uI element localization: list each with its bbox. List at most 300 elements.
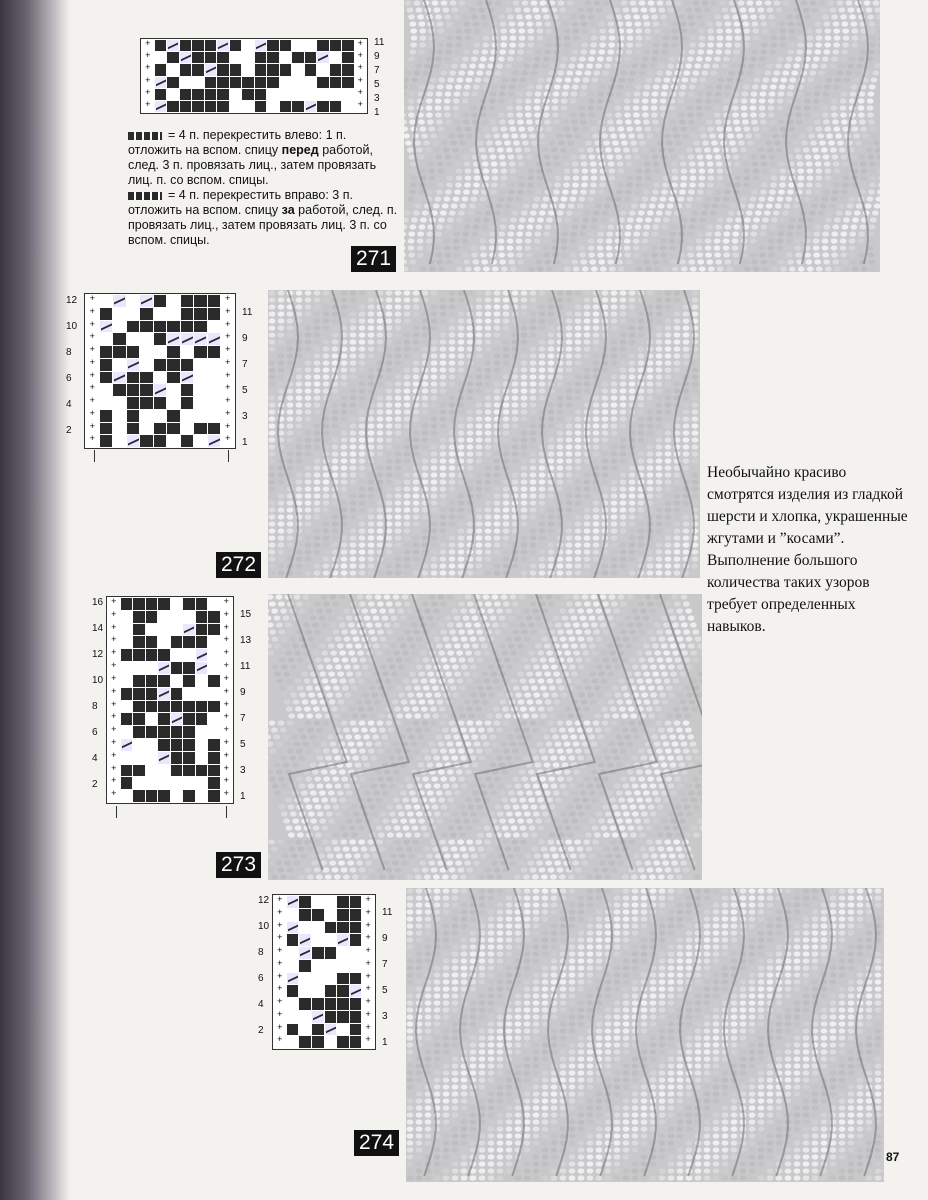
chart-cell [113, 397, 126, 409]
chart-cell [154, 346, 167, 358]
chart-cell [267, 101, 279, 112]
chart-cell [158, 636, 170, 648]
chart-272-row-numbers-right: 11 9 7 5 3 1 [242, 307, 253, 448]
chart-cell [280, 101, 292, 112]
chart-cell [299, 998, 311, 1010]
chart-cell [317, 89, 329, 100]
chart-cell [108, 790, 120, 802]
chart-cell [121, 598, 133, 610]
chart-cell [350, 1024, 362, 1036]
chart-cell [181, 295, 194, 307]
chart-cell [280, 89, 292, 100]
chart-cell [183, 636, 195, 648]
chart-cell [158, 662, 170, 674]
chart-cell [287, 960, 299, 972]
chart-cell [208, 662, 220, 674]
chart-cell [350, 934, 362, 946]
chart-cell [181, 372, 194, 384]
chart-cell [255, 77, 267, 88]
chart-cell [305, 89, 317, 100]
cross-right-symbol-icon [128, 192, 162, 200]
chart-cell [133, 598, 145, 610]
chart-cell [337, 1036, 349, 1048]
chart-cell [155, 52, 167, 63]
chart-cell [146, 726, 158, 738]
chart-cell [208, 435, 221, 447]
chart-cell [140, 359, 153, 371]
chart-cell [183, 624, 195, 636]
chart-cell [140, 321, 153, 333]
chart-cell [299, 947, 311, 959]
chart-cell [196, 790, 208, 802]
pattern-number-271: 271 [351, 246, 396, 272]
chart-cell [142, 101, 154, 112]
chart-cell [167, 321, 180, 333]
chart-cell [325, 973, 337, 985]
chart-cell [146, 598, 158, 610]
chart-cell [267, 64, 279, 75]
chart-cell [305, 40, 317, 51]
chart-cell [121, 713, 133, 725]
chart-cell [100, 435, 113, 447]
chart-cell [171, 739, 183, 751]
chart-cell [192, 101, 204, 112]
chart-cell [183, 662, 195, 674]
chart-cell [167, 346, 180, 358]
knit-texture [268, 594, 702, 880]
chart-cell [181, 321, 194, 333]
chart-cell [113, 372, 126, 384]
chart-cell [208, 713, 220, 725]
chart-cell [158, 611, 170, 623]
chart-cell [154, 397, 167, 409]
chart-cell [350, 973, 362, 985]
chart-cell [100, 333, 113, 345]
chart-cell [299, 1036, 311, 1048]
chart-cell [100, 295, 113, 307]
chart-cell [121, 790, 133, 802]
chart-cell [208, 726, 220, 738]
chart-cell [267, 52, 279, 63]
chart-cell [171, 611, 183, 623]
row-number: 7 [374, 65, 380, 76]
chart-cell [180, 64, 192, 75]
chart-cell [194, 410, 207, 422]
chart-cell [350, 947, 362, 959]
chart-cell [350, 896, 362, 908]
chart-cell [305, 52, 317, 63]
chart-cell [127, 308, 140, 320]
chart-cell [158, 765, 170, 777]
chart-cell [350, 985, 362, 997]
chart-cell [127, 397, 140, 409]
chart-273-repeat-arrow-right [226, 806, 227, 818]
chart-cell [158, 675, 170, 687]
chart-cell [121, 752, 133, 764]
chart-cell [146, 649, 158, 661]
chart-cell [167, 295, 180, 307]
chart-cell [330, 77, 342, 88]
chart-cell [194, 423, 207, 435]
chart-cell [183, 726, 195, 738]
chart-cell [208, 598, 220, 610]
chart-cell [181, 346, 194, 358]
chart-cell [100, 308, 113, 320]
chart-cell [196, 713, 208, 725]
chart-cell [208, 359, 221, 371]
chart-cell [292, 52, 304, 63]
chart-cell [155, 101, 167, 112]
chart-cell [127, 423, 140, 435]
chart-cell [133, 739, 145, 751]
chart-cell [127, 295, 140, 307]
chart-cell [192, 40, 204, 51]
chart-cell [181, 308, 194, 320]
chart-cell [208, 410, 221, 422]
chart-cell [325, 1024, 337, 1036]
knit-texture [406, 888, 884, 1182]
chart-cell [280, 40, 292, 51]
chart-cell [350, 998, 362, 1010]
chart-cell [100, 321, 113, 333]
chart-cell [342, 89, 354, 100]
chart-cell [208, 701, 220, 713]
chart-cell [208, 423, 221, 435]
chart-cell [133, 765, 145, 777]
chart-cell [325, 934, 337, 946]
chart-cell [158, 790, 170, 802]
chart-cell [230, 101, 242, 112]
chart-cell [337, 896, 349, 908]
chart-273-repeat-arrow-left [116, 806, 117, 818]
chart-cell [183, 777, 195, 789]
chart-cell [167, 89, 179, 100]
row-number: 3 [374, 93, 380, 104]
chart-cell [180, 52, 192, 63]
chart-cell [287, 1024, 299, 1036]
chart-cell [146, 662, 158, 674]
chart-cell [86, 435, 99, 447]
chart-cell [208, 624, 220, 636]
chart-cell [167, 397, 180, 409]
chart-cell [158, 649, 170, 661]
chart-cell [208, 295, 221, 307]
chart-cell [113, 333, 126, 345]
chart-cell [194, 397, 207, 409]
chart-cell [140, 410, 153, 422]
chart-cell [230, 89, 242, 100]
chart-271 [140, 38, 368, 114]
chart-cell [133, 777, 145, 789]
chart-cell [154, 359, 167, 371]
chart-cell [312, 909, 324, 921]
chart-cell [196, 752, 208, 764]
chart-273 [106, 596, 234, 804]
knit-swatch-271 [404, 0, 880, 272]
chart-cell [196, 777, 208, 789]
chart-cell [267, 77, 279, 88]
chart-cell [208, 765, 220, 777]
chart-cell [208, 752, 220, 764]
chart-cell [317, 64, 329, 75]
chart-cell [255, 64, 267, 75]
chart-cell [158, 701, 170, 713]
chart-cell [181, 423, 194, 435]
chart-271-row-numbers-right [374, 38, 394, 118]
chart-cell [205, 89, 217, 100]
chart-cell [312, 985, 324, 997]
chart-cell [287, 998, 299, 1010]
row-number: 11 [374, 37, 385, 48]
chart-cell [194, 321, 207, 333]
chart-cell [140, 346, 153, 358]
chart-cell [155, 40, 167, 51]
legend-cross-right: = 4 п. перекрестить вправо: 3 п. отложить на вспом. спицу за работой, след. п. провязать лиц., затем провязать лиц. 3 п. со вспом. спицы. [128, 188, 398, 247]
chart-cell [140, 384, 153, 396]
chart-cell [325, 1036, 337, 1048]
chart-cell [158, 777, 170, 789]
chart-cell [121, 777, 133, 789]
chart-cell [154, 321, 167, 333]
chart-cell [292, 101, 304, 112]
chart-cell [121, 726, 133, 738]
chart-cell [133, 790, 145, 802]
chart-cell [194, 384, 207, 396]
chart-cell [280, 52, 292, 63]
chart-cell [342, 52, 354, 63]
chart-cell [158, 598, 170, 610]
chart-cell [146, 752, 158, 764]
chart-cell [217, 89, 229, 100]
chart-cell [171, 636, 183, 648]
pattern-number-274: 274 [354, 1130, 399, 1156]
chart-cell [113, 308, 126, 320]
chart-cell [167, 308, 180, 320]
chart-cell [337, 1024, 349, 1036]
chart-cell [342, 40, 354, 51]
chart-cell [158, 624, 170, 636]
chart-cell [171, 777, 183, 789]
chart-cell [337, 909, 349, 921]
chart-cell [330, 89, 342, 100]
knit-texture [268, 290, 700, 578]
chart-cell [208, 333, 221, 345]
chart-cell [355, 101, 367, 112]
chart-cell [325, 960, 337, 972]
chart-cell [183, 598, 195, 610]
chart-cell [140, 423, 153, 435]
chart-cell [167, 359, 180, 371]
chart-cell [299, 909, 311, 921]
chart-273-row-numbers-right: 15 13 11 9 7 5 3 1 [240, 609, 252, 802]
chart-272 [84, 293, 236, 449]
chart-cell [158, 752, 170, 764]
chart-cell [113, 384, 126, 396]
chart-cell [325, 1011, 337, 1023]
side-description: Необычайно красиво смотрятся изделия из гладкой шерсти и хлопка, украшенные жгутами и ”косами”. Выполнение большого количества таких узоров требует определенных навыков. [707, 464, 908, 635]
chart-cell [337, 960, 349, 972]
chart-cell [100, 397, 113, 409]
chart-cell [230, 52, 242, 63]
chart-cell [317, 77, 329, 88]
chart-cell [181, 397, 194, 409]
chart-cell [183, 713, 195, 725]
knit-swatch-273 [268, 594, 702, 880]
chart-cell [242, 64, 254, 75]
chart-cell [180, 77, 192, 88]
chart-cell [325, 985, 337, 997]
chart-cell [330, 40, 342, 51]
chart-cell [325, 947, 337, 959]
chart-cell [121, 739, 133, 751]
chart-cell [230, 40, 242, 51]
chart-cell [167, 64, 179, 75]
chart-cell [183, 611, 195, 623]
chart-cell [113, 321, 126, 333]
chart-cell [154, 295, 167, 307]
chart-cell [217, 64, 229, 75]
chart-cell [312, 896, 324, 908]
chart-cell [287, 973, 299, 985]
chart-cell [312, 1024, 324, 1036]
chart-cell [121, 662, 133, 674]
chart-cell [167, 384, 180, 396]
chart-cell [127, 372, 140, 384]
chart-cell [183, 739, 195, 751]
chart-cell [194, 308, 207, 320]
chart-cell [208, 649, 220, 661]
chart-cell [167, 372, 180, 384]
chart-cell [113, 410, 126, 422]
chart-cell [146, 675, 158, 687]
chart-cell [154, 410, 167, 422]
chart-cell [171, 688, 183, 700]
chart-cell [154, 308, 167, 320]
chart-cell [230, 64, 242, 75]
chart-cell [167, 77, 179, 88]
chart-cell [183, 649, 195, 661]
chart-cell [113, 346, 126, 358]
chart-cell [196, 675, 208, 687]
chart-cell [299, 1011, 311, 1023]
chart-cell [330, 52, 342, 63]
chart-cell [208, 346, 221, 358]
chart-cell [208, 611, 220, 623]
chart-cell [196, 662, 208, 674]
pattern-number-272: 272 [216, 552, 261, 578]
chart-cell [127, 346, 140, 358]
chart-cell [337, 998, 349, 1010]
chart-cell [299, 896, 311, 908]
chart-cell [167, 435, 180, 447]
chart-cell [113, 359, 126, 371]
chart-274-row-numbers-right: 11 9 7 5 3 1 [382, 907, 393, 1048]
chart-cell [242, 52, 254, 63]
chart-cell [127, 359, 140, 371]
chart-cell [196, 701, 208, 713]
chart-cell [196, 726, 208, 738]
chart-cell [196, 636, 208, 648]
chart-cell [255, 89, 267, 100]
chart-cell [312, 947, 324, 959]
chart-cell [167, 40, 179, 51]
chart-cell [274, 1036, 286, 1048]
chart-cell [158, 726, 170, 738]
chart-cell [299, 934, 311, 946]
chart-cell [113, 295, 126, 307]
chart-cell [154, 333, 167, 345]
chart-cell [337, 985, 349, 997]
chart-cell [342, 64, 354, 75]
chart-272-repeat-arrow-right [228, 450, 229, 462]
chart-cell [299, 973, 311, 985]
chart-cell [230, 77, 242, 88]
chart-cell [312, 1036, 324, 1048]
chart-cell [305, 101, 317, 112]
chart-cell [140, 435, 153, 447]
knit-swatch-274 [406, 888, 884, 1182]
chart-cell [140, 397, 153, 409]
chart-cell [146, 688, 158, 700]
chart-cell [180, 89, 192, 100]
chart-cell [133, 713, 145, 725]
chart-cell [208, 308, 221, 320]
chart-cell [194, 359, 207, 371]
chart-cell [287, 934, 299, 946]
chart-cell [208, 790, 220, 802]
chart-cell [208, 384, 221, 396]
chart-cell [299, 1024, 311, 1036]
chart-274 [272, 894, 376, 1050]
chart-cell [181, 435, 194, 447]
chart-cell [181, 384, 194, 396]
chart-cell [167, 333, 180, 345]
cross-left-symbol-icon [128, 132, 162, 140]
chart-cell [140, 372, 153, 384]
chart-cell [342, 77, 354, 88]
chart-cell [171, 701, 183, 713]
chart-cell [171, 624, 183, 636]
chart-cell [292, 89, 304, 100]
chart-272-repeat-arrow-left [94, 450, 95, 462]
chart-cell [171, 649, 183, 661]
chart-cell [242, 101, 254, 112]
chart-cell [121, 649, 133, 661]
chart-cell [100, 384, 113, 396]
chart-cell [140, 333, 153, 345]
chart-cell [127, 410, 140, 422]
chart-cell [146, 777, 158, 789]
chart-cell [133, 649, 145, 661]
chart-272-row-numbers-left: 12 10 8 6 4 2 [66, 295, 78, 436]
chart-cell [140, 308, 153, 320]
chart-cell [183, 701, 195, 713]
chart-cell [194, 295, 207, 307]
chart-cell [362, 1036, 374, 1048]
chart-cell [146, 739, 158, 751]
chart-cell [208, 636, 220, 648]
chart-cell [325, 998, 337, 1010]
chart-cell [196, 649, 208, 661]
chart-cell [196, 611, 208, 623]
chart-cell [121, 675, 133, 687]
chart-cell [350, 960, 362, 972]
chart-cell [312, 973, 324, 985]
chart-cell [312, 1011, 324, 1023]
chart-cell [121, 688, 133, 700]
chart-cell [325, 909, 337, 921]
chart-cell [287, 947, 299, 959]
